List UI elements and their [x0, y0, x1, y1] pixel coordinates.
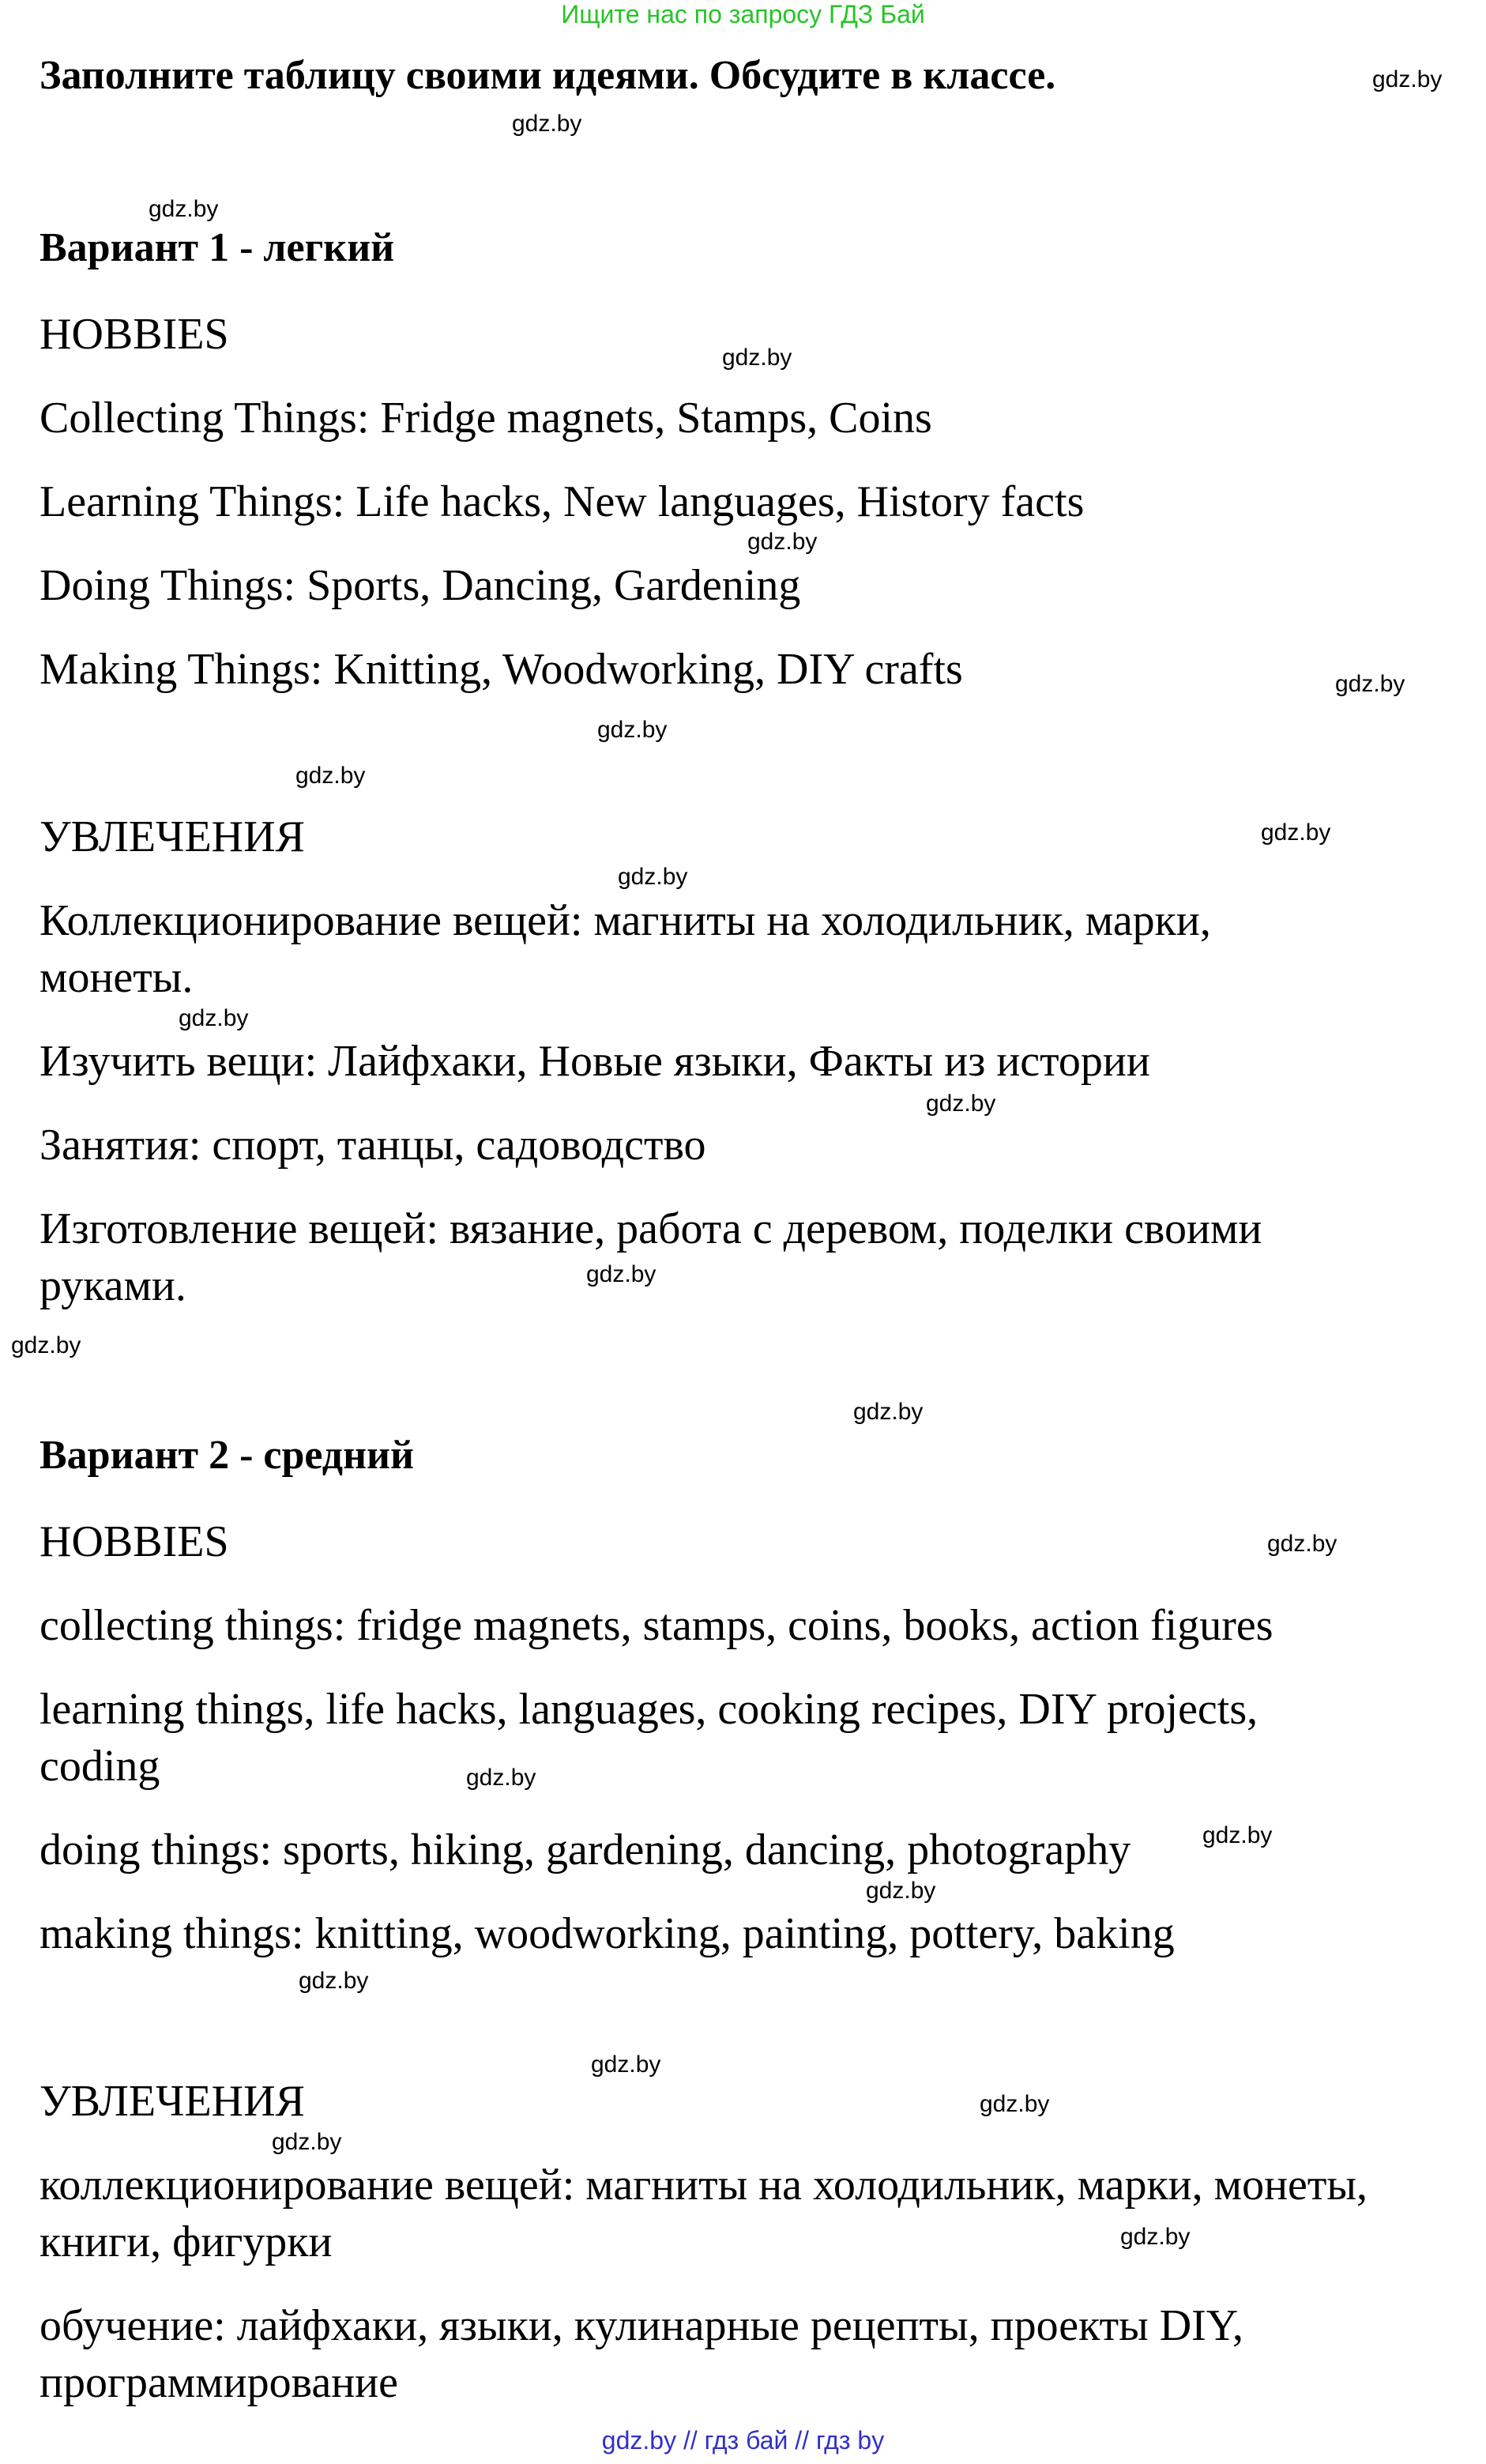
watermark: gdz.by: [512, 111, 582, 137]
top-banner[interactable]: Ищите нас по запросу ГДЗ Бай: [561, 0, 925, 28]
variant-1-ru-line: руками.: [40, 1261, 186, 1310]
footer-links[interactable]: gdz.by // гдз бай // гдз by: [601, 2426, 885, 2455]
watermark: gdz.by: [980, 2091, 1050, 2117]
variant-1-ru-line: Изготовление вещей: вязание, работа с деревом, поделки своими: [40, 1204, 1262, 1253]
watermark: gdz.by: [926, 1091, 996, 1117]
watermark: gdz.by: [1261, 819, 1331, 846]
watermark: gdz.by: [295, 763, 366, 789]
variant-1-ru-line: Изучить вещи: Лайфхаки, Новые языки, Факты из истории: [40, 1037, 1150, 1086]
variant-1-heading: Вариант 1 - легкий: [40, 225, 395, 270]
watermark: gdz.by: [747, 529, 818, 555]
watermark: gdz.by: [722, 345, 792, 371]
variant-2-ru-line: обучение: лайфхаки, языки, кулинарные рецепты, проекты DIY,: [40, 2301, 1244, 2350]
variant-1-en-line: Collecting Things: Fridge magnets, Stamps, Coins: [40, 394, 932, 443]
watermark: gdz.by: [1120, 2224, 1191, 2250]
variant-1-ru-title: УВЛЕЧЕНИЯ: [40, 812, 305, 861]
variant-2-en-line: collecting things: fridge magnets, stamps, coins, books, action figures: [40, 1601, 1273, 1650]
variant-1-en-line: Making Things: Knitting, Woodworking, DIY crafts: [40, 645, 963, 694]
variant-1-ru-line: монеты.: [40, 953, 194, 1002]
variant-1-ru-line: Коллекционирование вещей: магниты на холодильник, марки,: [40, 896, 1211, 945]
task-title: Заполните таблицу своими идеями. Обсудите в классе.: [40, 53, 1056, 98]
variant-2-ru-line: книги, фигурки: [40, 2217, 333, 2266]
watermark: gdz.by: [1202, 1822, 1273, 1848]
watermark: gdz.by: [299, 1968, 369, 1994]
variant-2-en-line: doing things: sports, hiking, gardening, dancing, photography: [40, 1825, 1131, 1874]
variant-2-heading: Вариант 2 - средний: [40, 1433, 414, 1478]
variant-1-ru-line: Занятия: спорт, танцы, садоводство: [40, 1121, 706, 1170]
watermark: gdz.by: [866, 1878, 936, 1904]
watermark: gdz.by: [1335, 671, 1405, 697]
watermark: gdz.by: [1372, 66, 1443, 92]
variant-2-ru-line: программирование: [40, 2358, 398, 2407]
watermark: gdz.by: [853, 1399, 924, 1425]
variant-2-en-line: making things: knitting, woodworking, painting, pottery, baking: [40, 1909, 1175, 1958]
watermark: gdz.by: [1267, 1531, 1337, 1557]
watermark: gdz.by: [597, 717, 668, 743]
variant-2-en-line: coding: [40, 1742, 160, 1791]
watermark: gdz.by: [272, 2129, 342, 2155]
variant-2-ru-line: коллекционирование вещей: магниты на холодильник, марки, монеты,: [40, 2161, 1368, 2210]
variant-2-en-title: HOBBIES: [40, 1517, 229, 1566]
variant-2-ru-title: УВЛЕЧЕНИЯ: [40, 2077, 305, 2126]
watermark: gdz.by: [591, 2051, 661, 2078]
variant-1-en-line: Doing Things: Sports, Dancing, Gardening: [40, 561, 801, 610]
watermark: gdz.by: [618, 864, 688, 890]
watermark: gdz.by: [179, 1005, 249, 1031]
watermark: gdz.by: [11, 1332, 81, 1358]
variant-1-en-title: HOBBIES: [40, 310, 229, 359]
variant-1-en-line: Learning Things: Life hacks, New languages, History facts: [40, 477, 1085, 526]
watermark: gdz.by: [586, 1261, 656, 1287]
variant-2-en-line: learning things, life hacks, languages, cooking recipes, DIY projects,: [40, 1685, 1258, 1734]
watermark: gdz.by: [149, 196, 219, 222]
watermark: gdz.by: [466, 1765, 536, 1791]
